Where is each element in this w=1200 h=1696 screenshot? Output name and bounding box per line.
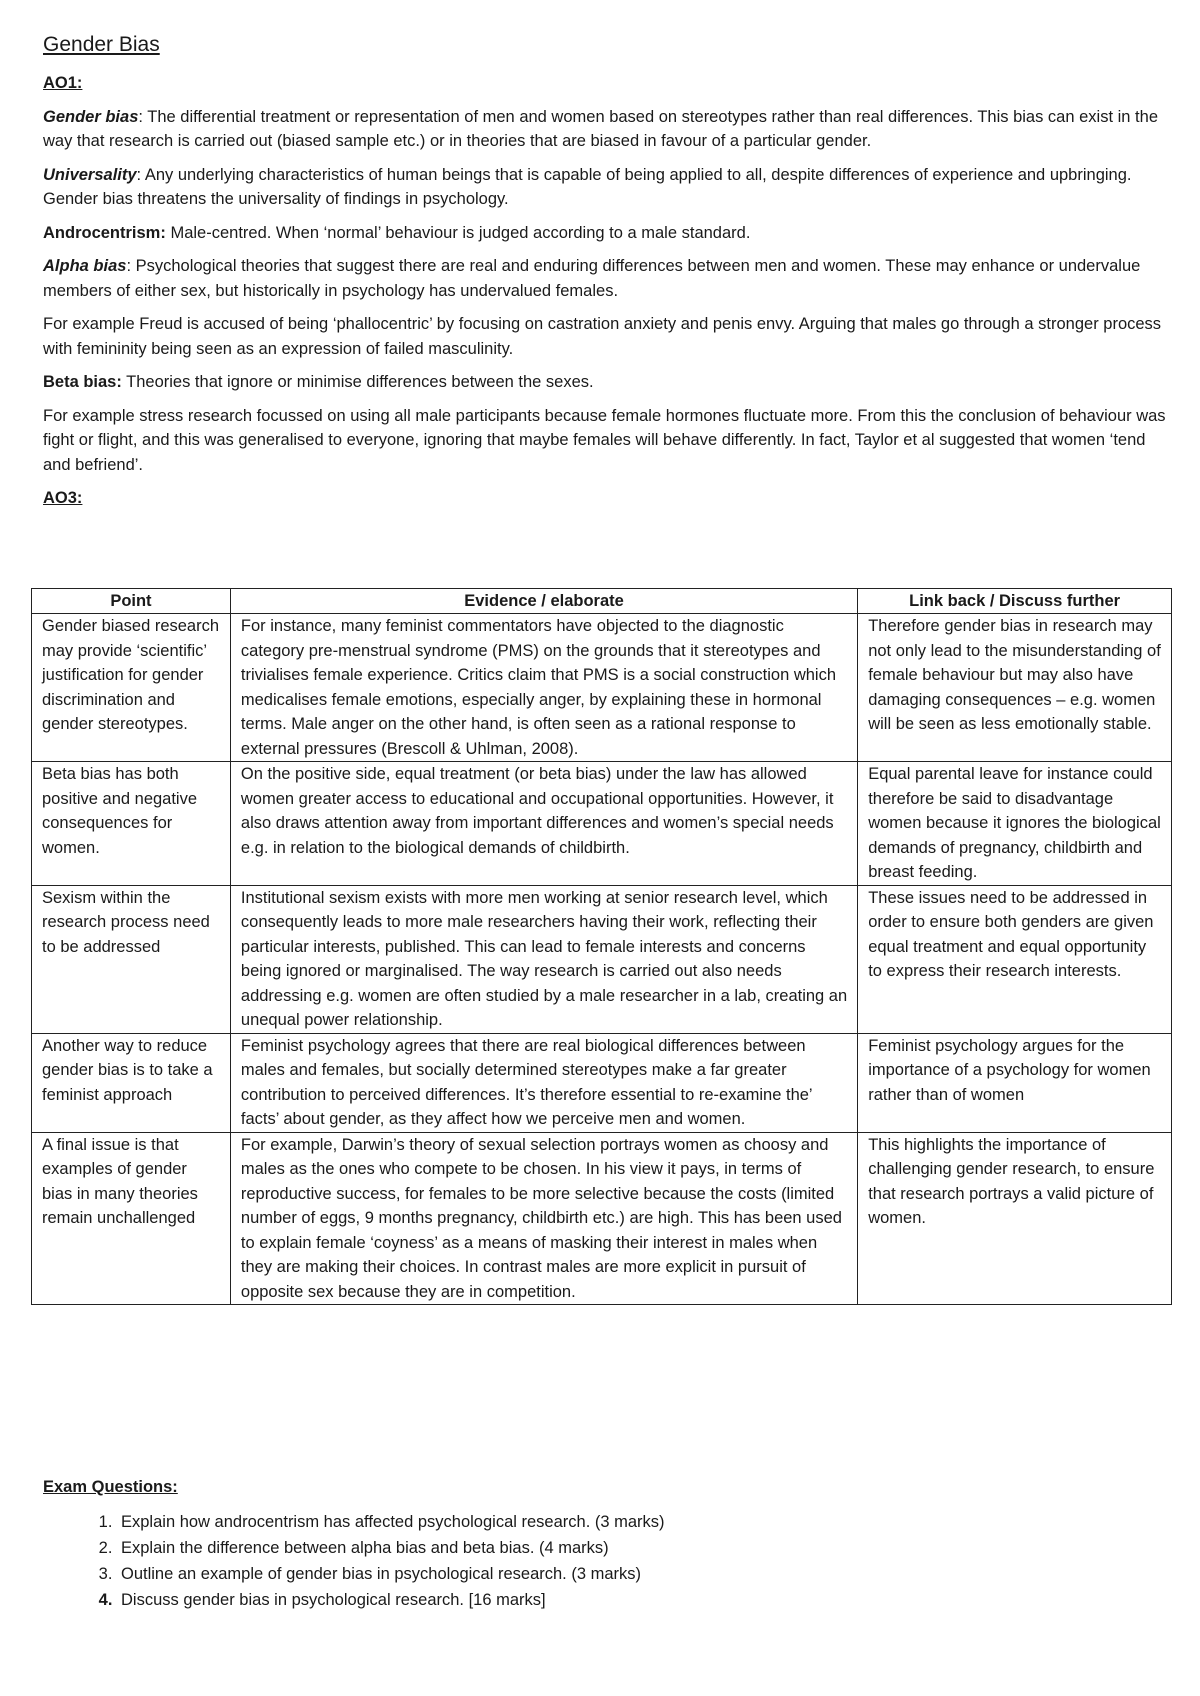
ao1-section <box>43 31 1171 520</box>
definition-text: Any underlying characteristics of human beings that is capable of being applied to all, despite differences of experience and upbringing. Gender bias threatens the universality of findings in psychology. <box>43 165 1132 208</box>
exam-question: 1. Explain how androcentrism has affected psychological research. (3 marks) <box>117 1509 1171 1535</box>
definition-separator: : <box>138 107 148 126</box>
evidence-cell: Institutional sexism exists with more men working at senior research level, which consequently leads to more male researchers having their work, reflecting their particular interests, published. This can lead to female interests and concerns being ignored or marginalised. The way research is carried out also needs addressing e.g. women are often studied by a male researcher in a lab, creating an unequal power relationship. <box>230 885 857 1033</box>
definition-universality <box>43 163 1171 212</box>
definition-term: Beta bias: <box>43 373 122 391</box>
exam-question: 3. Outline an example of gender bias in psychological research. (3 marks) <box>117 1561 1171 1587</box>
point-cell: Beta bias has both positive and negative consequences for women. <box>32 762 231 886</box>
link-back-cell: This highlights the importance of challenging gender research, to ensure that research portrays a valid picture of women. <box>858 1132 1172 1305</box>
table-row <box>32 1132 1172 1305</box>
table-row <box>32 614 1172 762</box>
ao3-heading: AO3: <box>43 489 83 507</box>
exam-question-list <box>43 1509 1171 1613</box>
exam-heading: Exam Questions: <box>43 1478 178 1496</box>
definition-separator: : <box>136 165 145 184</box>
ao1-heading: AO1: <box>43 74 83 92</box>
table-row <box>32 1033 1172 1132</box>
definition-androcentrism <box>43 221 1171 246</box>
evidence-cell: For instance, many feminist commentators have objected to the diagnostic category pre-menstrual syndrome (PMS) on the grounds that it stereotypes and trivialises female experience. Critics claim that PMS is a social construction which medicalises female emotions, especially anger, by explaining these in hormonal terms. Male anger on the other hand, is often seen as a rational response to external pressures (Brescoll & Uhlman, 2008). <box>230 614 857 762</box>
point-cell: Another way to reduce gender bias is to take a feminist approach <box>32 1033 231 1132</box>
evidence-cell: For example, Darwin’s theory of sexual selection portrays women as choosy and males as the ones who compete to be chosen. In his view it pays, in terms of reproductive success, for females to be more selective because the costs (limited number of eggs, 9 months pregnancy, childbirth etc.) are high. This has been used to explain female ‘coyness’ as a means of masking their interest in males when they are making their choices. In contrast males are more explicit in pursuit of opposite sex because they are in competition. <box>230 1132 857 1305</box>
evidence-cell: Feminist psychology agrees that there are real biological differences between males and females, but socially determined stereotypes make a far greater contribution to perceived differences. It’s therefore essential to re-examine the’ facts’ about gender, as they affect how we perceive men and women. <box>230 1033 857 1132</box>
definition-term: Gender bias <box>43 107 139 126</box>
point-cell: Sexism within the research process need to be addressed <box>32 885 231 1033</box>
freud-example: For example Freud is accused of being ‘phallocentric’ by focusing on castration anxiety and penis envy. Arguing that males go through a stronger process with femininity being seen as an expression of failed masculinity. <box>43 315 1162 358</box>
link-back-cell: Therefore gender bias in research may not only lead to the misunderstanding of female behaviour but may also have damaging consequences – e.g. women will be seen as less emotionally stable. <box>858 614 1172 762</box>
exam-question: 2. Explain the difference between alpha bias and beta bias. (4 marks) <box>117 1535 1171 1561</box>
link-back-cell: Equal parental leave for instance could therefore be said to disadvantage women because it ignores the biological demands of pregnancy, childbirth and breast feeding. <box>858 762 1172 886</box>
stress-example: For example stress research focussed on using all male participants because female hormones fluctuate more. From this the conclusion of behaviour was fight or flight, and this was generalised to everyone, ignoring that maybe females will behave differently. In fact, Taylor et al suggested that women ‘tend and befriend’. <box>43 406 1166 474</box>
table-row <box>32 885 1172 1033</box>
exam-questions-section <box>43 1474 1171 1613</box>
definition-term: Androcentrism: <box>43 223 166 242</box>
ao3-table <box>31 588 1172 1305</box>
point-cell: Gender biased research may provide ‘scientific’ justification for gender discrimination and gender stereotypes. <box>32 614 231 762</box>
definition-alpha-bias <box>43 254 1171 303</box>
table-header-row <box>32 589 1172 614</box>
definition-term: Universality <box>43 165 137 184</box>
link-back-cell: Feminist psychology argues for the importance of a psychology for women rather than of women <box>858 1033 1172 1132</box>
table-row <box>32 762 1172 886</box>
definition-beta-bias <box>43 370 1171 395</box>
definition-separator: : <box>126 257 136 275</box>
column-header-link-back: Link back / Discuss further <box>858 589 1172 614</box>
page-title: Gender Bias <box>43 33 160 56</box>
definition-text: Theories that ignore or minimise differences between the sexes. <box>126 373 594 391</box>
definition-text: Psychological theories that suggest there are real and enduring differences between men and women. These may enhance or undervalue members of either sex, but historically in psychology has undervalued females. <box>43 257 1141 300</box>
definition-term: Alpha bias <box>43 257 127 275</box>
link-back-cell: These issues need to be addressed in order to ensure both genders are given equal treatment and equal opportunity to express their research interests. <box>858 885 1172 1033</box>
column-header-evidence: Evidence / elaborate <box>230 589 857 614</box>
column-header-point: Point <box>32 589 231 614</box>
exam-question: 4. Discuss gender bias in psychological research. [16 marks] <box>117 1587 1171 1613</box>
evidence-cell: On the positive side, equal treatment (or beta bias) under the law has allowed women greater access to educational and occupational opportunities. However, it also draws attention away from important differences and women’s special needs e.g. in relation to the biological demands of childbirth. <box>230 762 857 886</box>
point-cell: A final issue is that examples of gender bias in many theories remain unchallenged <box>32 1132 231 1305</box>
definition-gender-bias <box>43 105 1171 154</box>
definition-text: The differential treatment or representation of men and women based on stereotypes rather than real differences. This bias can exist in the way that research is carried out (biased sample etc.) or in theories that are biased in favour of a particular gender. <box>43 107 1158 150</box>
definition-text: Male-centred. When ‘normal’ behaviour is judged according to a male standard. <box>170 223 751 242</box>
